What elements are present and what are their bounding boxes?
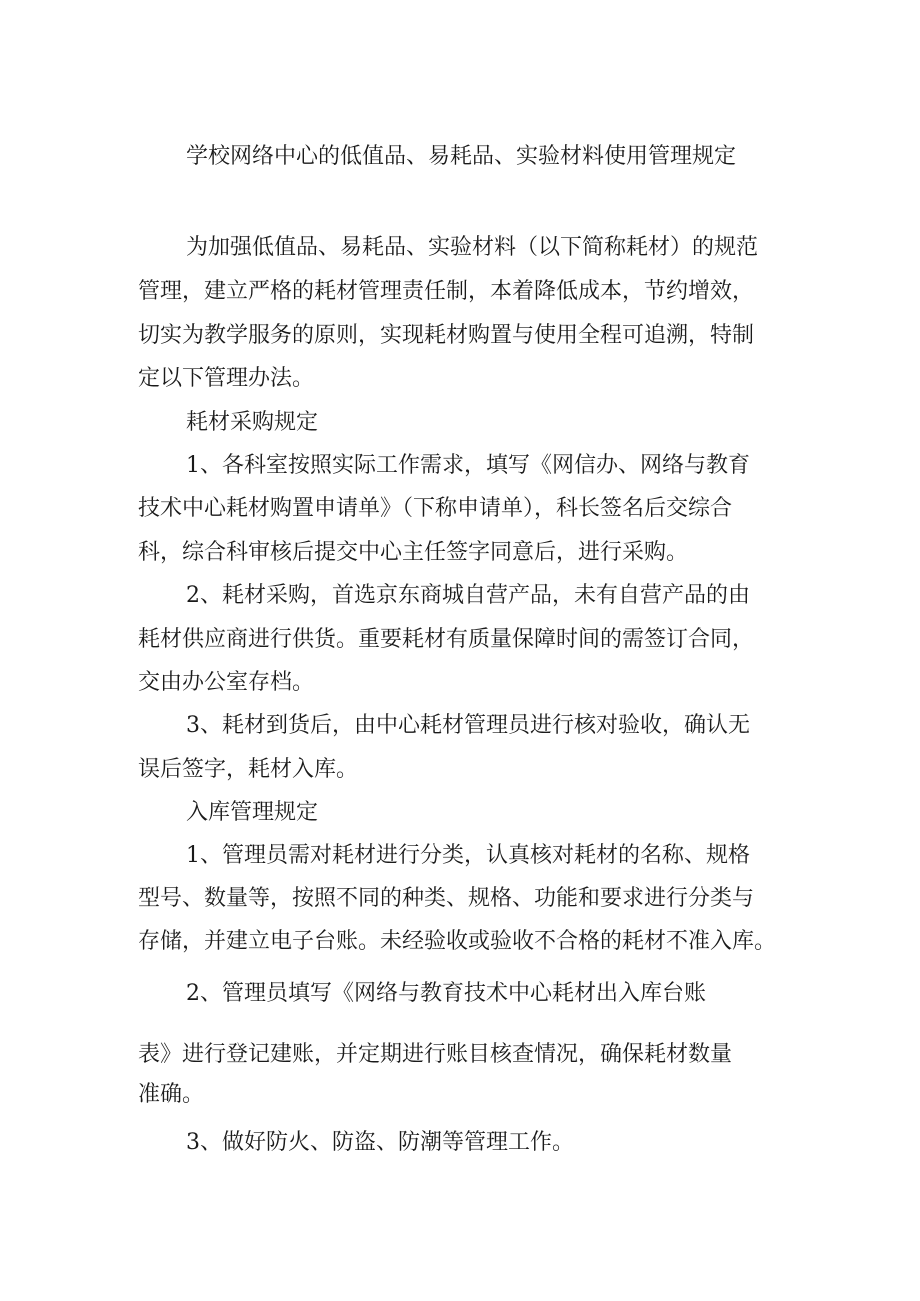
purchase-item-2-line-2: 耗材供应商进行供货。重要耗材有质量保障时间的需签订合同， [138, 627, 755, 652]
intro-line-1: 为加强低值品、易耗品、实验材料（以下简称耗材）的规范 [186, 235, 759, 260]
storage-item-1-line-1: 1、管理员需对耗材进行分类，认真核对耗材的名称、规格 [186, 843, 750, 868]
intro-line-2: 管理，建立严格的耗材管理责任制，本着降低成本，节约增效， [138, 279, 755, 304]
storage-item-2-line-2: 表》进行登记建账，并定期进行账目核查情况，确保耗材数量 [138, 1042, 733, 1067]
storage-item-2-line-1: 2、管理员填写《网络与教育技术中心耗材出入库台账 [186, 981, 706, 1006]
purchase-item-3-line-2: 误后签字，耗材入库。 [138, 757, 359, 782]
intro-line-3: 切实为教学服务的原则，实现耗材购置与使用全程可追溯，特制 [138, 323, 755, 348]
storage-item-1-line-2: 型号、数量等，按照不同的种类、规格、功能和要求进行分类与 [138, 886, 755, 911]
storage-item-3-line-1: 3、做好防火、防盗、防潮等管理工作。 [186, 1130, 574, 1155]
purchase-item-2-line-3: 交由办公室存档。 [138, 670, 315, 695]
purchase-item-3-line-1: 3、耗材到货后，由中心耗材管理员进行核对验收，确认无 [186, 713, 750, 738]
intro-line-4: 定以下管理办法。 [138, 366, 315, 391]
purchase-item-1-line-3: 科，综合科审核后提交中心主任签字同意后，进行采购。 [138, 540, 689, 565]
storage-item-1-line-3: 存储，并建立电子台账。未经验收或验收不合格的耗材不准入库。 [138, 929, 777, 954]
section-heading-storage: 入库管理规定 [186, 800, 319, 825]
storage-item-2-line-3: 准确。 [138, 1082, 205, 1107]
section-heading-purchase: 耗材采购规定 [186, 410, 319, 435]
purchase-item-1-line-1: 1、各科室按照实际工作需求，填写《网信办、网络与教育 [186, 453, 750, 478]
purchase-item-2-line-1: 2、耗材采购，首选京东商城自营产品，未有自营产品的由 [186, 583, 750, 608]
document-title: 学校网络中心的低值品、易耗品、实验材料使用管理规定 [186, 144, 737, 169]
purchase-item-1-line-2: 技术中心耗材购置申请单》（下称申请单），科长签名后交综合 [138, 496, 733, 521]
